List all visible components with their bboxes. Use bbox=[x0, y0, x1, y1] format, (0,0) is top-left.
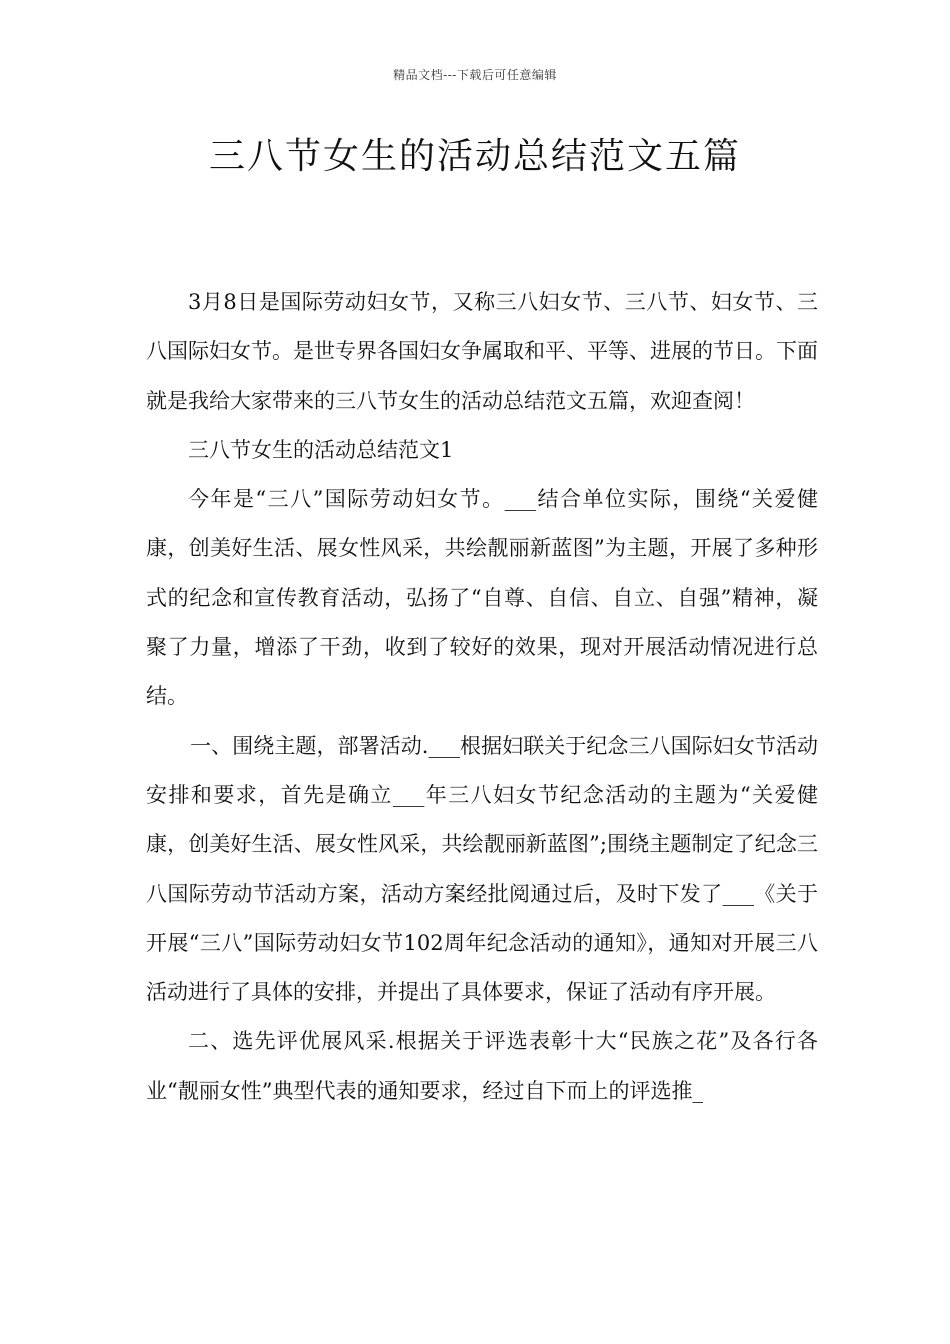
document-title: 三八节女生的活动总结范文五篇 bbox=[208, 136, 741, 177]
body-paragraph-3: 二、选先评优展风采.根据关于评选表彰十大“民族之花”及各行各业“靓丽女性”典型代表的通知要求，经过自下而上的评选推_ bbox=[146, 1029, 818, 1103]
body-paragraph-1: 今年是“三八”国际劳动妇女节。___结合单位实际，围绕“关爱健康，创美好生活、展女性风采，共绘靓丽新蓝图”为主题，开展了多种形式的纪念和宣传教育活动，弘扬了“自尊、自信、自立、自强”精神，凝聚了力量，增添了干劲，收到了较好的效果，现对开展活动情况进行总结。 bbox=[146, 487, 818, 709]
intro-paragraph: 3月8日是国际劳动妇女节，又称三八妇女节、三八节、妇女节、三八国际妇女节。是世专界各国妇女争属取和平、平等、进展的节日。下面就是我给大家带来的三八节女生的活动总结范文五篇，欢迎查阅！ bbox=[146, 290, 818, 413]
document-body bbox=[146, 278, 818, 1116]
body-paragraph-2: 一、围绕主题，部署活动.___根据妇联关于纪念三八国际妇女节活动安排和要求，首先是确立___年三八妇女节纪念活动的主题为“关爱健康，创美好生活、展女性风采，共绘靓丽新蓝图”;围绕主题制定了纪念三八国际劳动节活动方案，活动方案经批阅通过后，及时下发了___《关于开展“三八”国际劳动妇女节102周年纪念活动的通知》，通知对开展三八活动进行了具体的安排，并提出了具体要求，保证了活动有序开展。 bbox=[146, 733, 818, 1005]
section-heading-1: 三八节女生的活动总结范文1 bbox=[188, 437, 454, 462]
page-header-note: 精品文档---下载后可任意编辑 bbox=[393, 68, 557, 82]
